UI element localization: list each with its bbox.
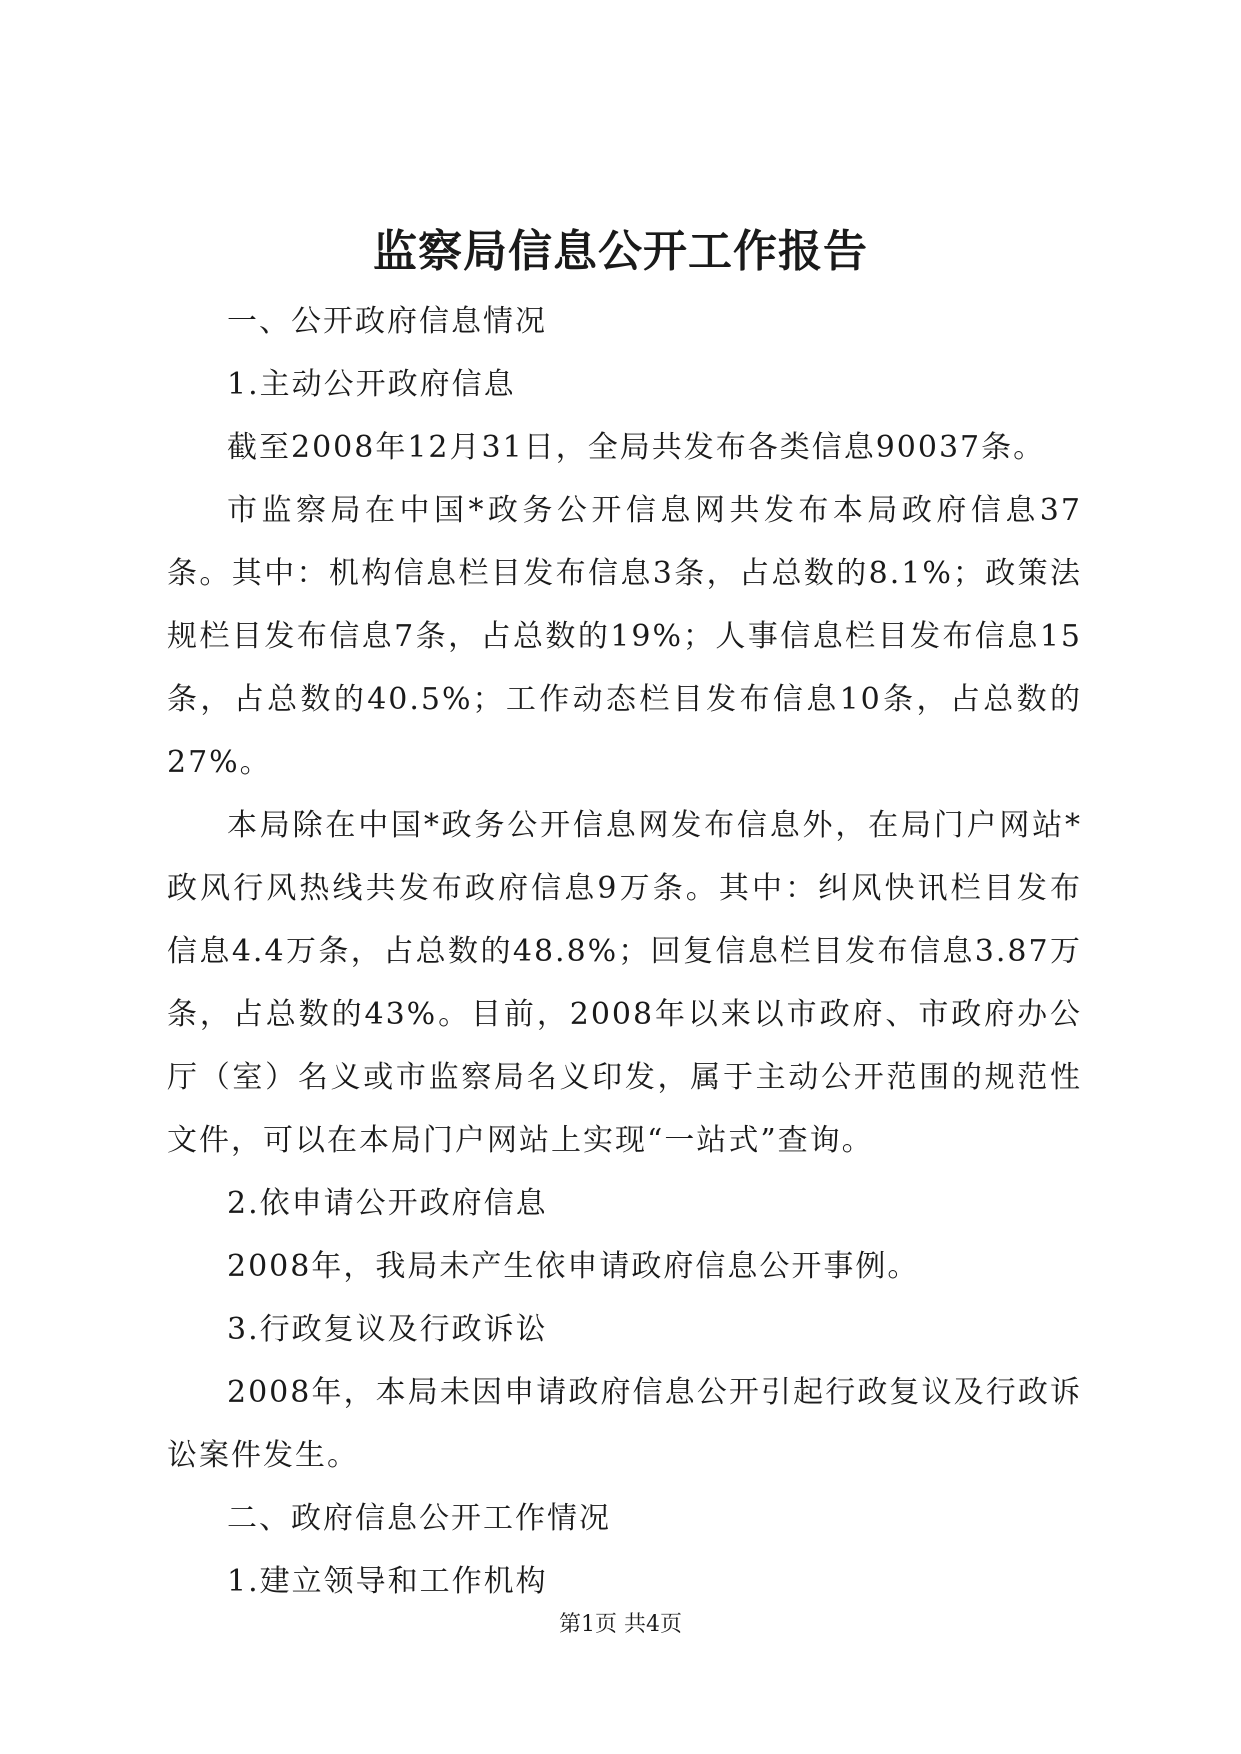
subsection-heading: 3.行政复议及行政诉讼 bbox=[227, 1312, 548, 1347]
page-number: 1 bbox=[581, 1612, 595, 1637]
paragraph: 2008年，我局未产生依申请政府信息公开事例。 bbox=[227, 1249, 920, 1284]
paragraph: 本局除在中国*政务公开信息网发布信息外，在局门户网站*政风行风热线共发布政府信息9万条。其中：纠风快讯栏目发布信息4.4万条，占总数的48.8%；回复信息栏目发布信息3.87万条，占总数的43%。目前，2008年以来以市政府、市政府办公厅（室）名义或市监察局名义印发，属于主动公开范围的规范性文件，可以在本局门户网站上实现“一站式”查询。 bbox=[167, 808, 1082, 1158]
page-label-mid: 页 共 bbox=[595, 1612, 646, 1637]
paragraph: 2008年，本局未因申请政府信息公开引起行政复议及行政诉讼案件发生。 bbox=[167, 1375, 1082, 1473]
paragraph: 截至2008年12月31日，全局共发布各类信息90037条。 bbox=[227, 430, 1046, 465]
document-body bbox=[167, 290, 1082, 1613]
paragraph: 市监察局在中国*政务公开信息网共发布本局政府信息37条。其中：机构信息栏目发布信息3条，占总数的8.1%；政策法规栏目发布信息7条，占总数的19%；人事信息栏目发布信息15条，占总数的40.5%；工作动态栏目发布信息10条，占总数的27%。 bbox=[167, 493, 1082, 780]
page-label-prefix: 第 bbox=[558, 1612, 581, 1637]
subsection-heading: 1.建立领导和工作机构 bbox=[227, 1564, 548, 1599]
section-heading: 一、公开政府信息情况 bbox=[227, 304, 547, 339]
subsection-heading: 1.主动公开政府信息 bbox=[227, 367, 516, 402]
document-title: 监察局信息公开工作报告 bbox=[373, 226, 868, 277]
page-label-suffix: 页 bbox=[660, 1612, 683, 1637]
page-footer bbox=[0, 1610, 1241, 1640]
section-heading: 二、政府信息公开工作情况 bbox=[227, 1501, 611, 1536]
page-total: 4 bbox=[646, 1612, 660, 1637]
subsection-heading: 2.依申请公开政府信息 bbox=[227, 1186, 548, 1221]
